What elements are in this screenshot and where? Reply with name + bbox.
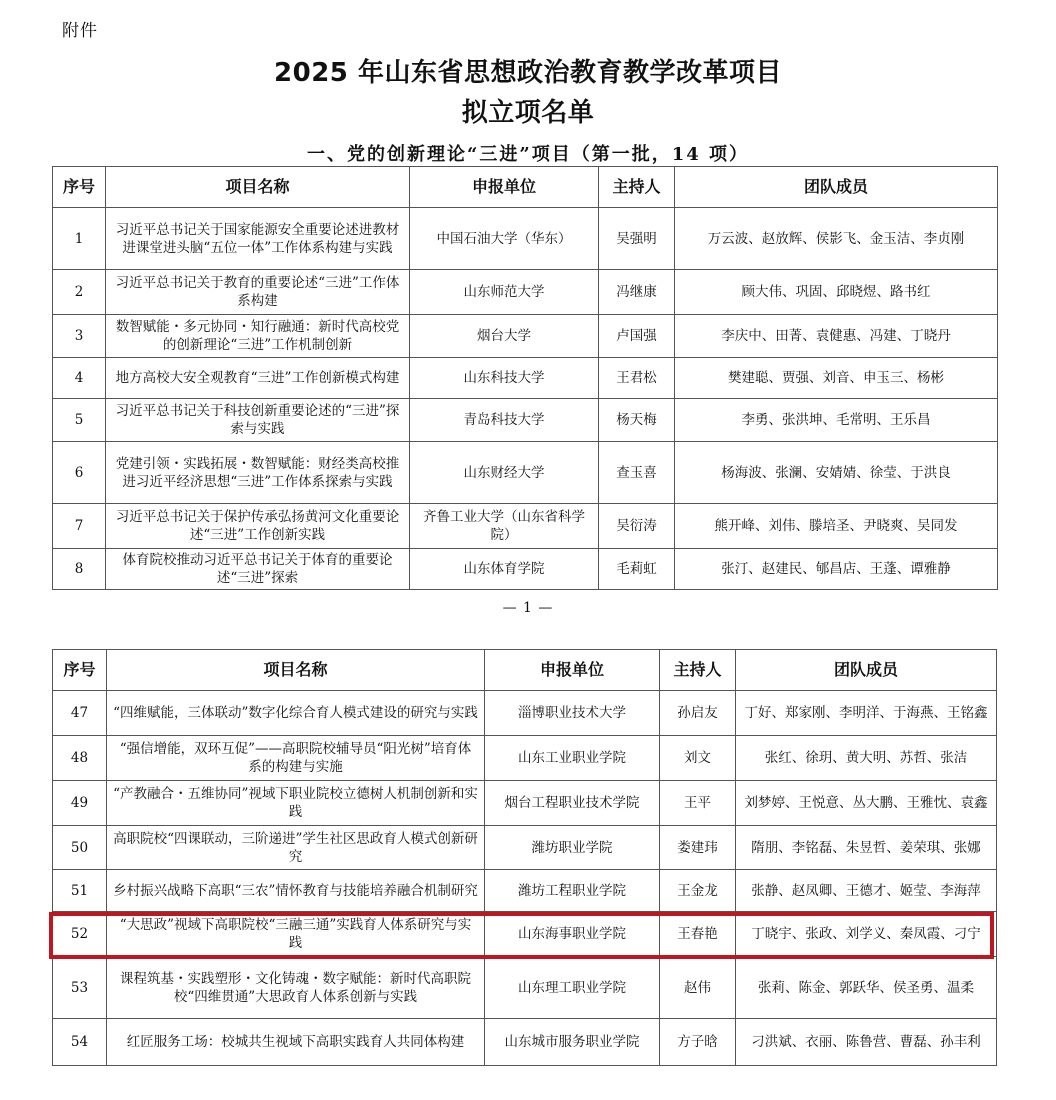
header-index: 序号 [53, 650, 107, 691]
cell-index: 54 [53, 1019, 107, 1066]
cell-team: 张汀、赵建民、郇昌店、王蓬、谭雅静 [675, 549, 998, 590]
table-row [53, 1019, 997, 1066]
cell-unit: 山东城市服务职业学院 [485, 1019, 660, 1066]
cell-host: 卢国强 [599, 315, 675, 358]
cell-project: “四维赋能，三体联动”数字化综合育人模式建设的研究与实践 [107, 691, 485, 736]
project-table-page2 [52, 649, 997, 1066]
cell-host: 查玉喜 [599, 442, 675, 504]
cell-unit: 山东体育学院 [410, 549, 599, 590]
table-row [53, 504, 998, 549]
cell-team: 刁洪斌、衣丽、陈鲁营、曹磊、孙丰利 [736, 1019, 997, 1066]
table-row [53, 826, 997, 870]
cell-team: 丁好、郑家刚、李明洋、于海燕、王铭鑫 [736, 691, 997, 736]
cell-unit: 山东科技大学 [410, 358, 599, 399]
cell-host: 方子晗 [660, 1019, 736, 1066]
cell-project: 地方高校大安全观教育“三进”工作创新模式构建 [106, 358, 410, 399]
cell-index: 1 [53, 208, 106, 270]
page-number: — 1 — [502, 600, 554, 616]
cell-team: 丁晓宇、张政、刘学义、秦凤霞、刁宁 [736, 912, 997, 957]
document-subtitle: 拟立项名单 [461, 98, 595, 128]
header-unit: 申报单位 [485, 650, 660, 691]
cell-host: 王春艳 [660, 912, 736, 957]
header-index: 序号 [53, 167, 106, 208]
table-row [53, 315, 998, 358]
cell-project: 数智赋能・多元协同・知行融通：新时代高校党的创新理论“三进”工作机制创新 [106, 315, 410, 358]
table-row [53, 870, 997, 912]
project-table-page1 [52, 166, 998, 590]
header-host: 主持人 [660, 650, 736, 691]
table-row [53, 208, 998, 270]
cell-project: 习近平总书记关于国家能源安全重要论述进教材进课堂进头脑“五位一体”工作体系构建与实践 [106, 208, 410, 270]
document-title: 2025 年山东省思想政治教育教学改革项目 [274, 58, 782, 88]
cell-project: 体育院校推动习近平总书记关于体育的重要论述“三进”探索 [106, 549, 410, 590]
table-row [53, 736, 997, 781]
cell-host: 吴强明 [599, 208, 675, 270]
cell-host: 王君松 [599, 358, 675, 399]
cell-unit: 潍坊职业学院 [485, 826, 660, 870]
cell-unit: 烟台大学 [410, 315, 599, 358]
table-row [53, 957, 997, 1019]
cell-index: 49 [53, 781, 107, 826]
header-team: 团队成员 [675, 167, 998, 208]
table-row [53, 781, 997, 826]
cell-index: 51 [53, 870, 107, 912]
cell-project: “大思政”视域下高职院校“三融三通”实践育人体系研究与实践 [107, 912, 485, 957]
cell-index: 52 [53, 912, 107, 957]
cell-index: 5 [53, 399, 106, 442]
table-row [53, 358, 998, 399]
cell-index: 48 [53, 736, 107, 781]
cell-team: 李庆中、田菁、袁健惠、冯建、丁晓丹 [675, 315, 998, 358]
cell-unit: 潍坊工程职业学院 [485, 870, 660, 912]
cell-index: 2 [53, 270, 106, 315]
cell-project: 红匠服务工场：校城共生视域下高职实践育人共同体构建 [107, 1019, 485, 1066]
cell-project: 党建引领・实践拓展・数智赋能：财经类高校推进习近平经济思想“三进”工作体系探索与实践 [106, 442, 410, 504]
table-row [53, 912, 997, 957]
cell-index: 50 [53, 826, 107, 870]
table-row [53, 399, 998, 442]
cell-unit: 淄博职业技术大学 [485, 691, 660, 736]
cell-team: 张红、徐玥、黄大明、苏哲、张洁 [736, 736, 997, 781]
attachment-label: 附件 [62, 21, 98, 41]
cell-project: 习近平总书记关于教育的重要论述“三进”工作体系构建 [106, 270, 410, 315]
table-header-row [53, 650, 997, 691]
cell-unit: 山东海事职业学院 [485, 912, 660, 957]
table-row [53, 270, 998, 315]
cell-unit: 青岛科技大学 [410, 399, 599, 442]
cell-unit: 山东理工职业学院 [485, 957, 660, 1019]
cell-team: 樊建聪、贾强、刘音、申玉三、杨彬 [675, 358, 998, 399]
table-row [53, 442, 998, 504]
cell-unit: 山东财经大学 [410, 442, 599, 504]
cell-index: 6 [53, 442, 106, 504]
cell-index: 47 [53, 691, 107, 736]
header-host: 主持人 [599, 167, 675, 208]
cell-project: “产教融合・五维协同”视域下职业院校立德树人机制创新和实践 [107, 781, 485, 826]
cell-project: 课程筑基・实践塑形・文化铸魂・数字赋能：新时代高职院校“四维贯通”大思政育人体系创新与实践 [107, 957, 485, 1019]
cell-team: 杨海波、张澜、安婧婧、徐莹、于洪良 [675, 442, 998, 504]
cell-index: 4 [53, 358, 106, 399]
header-unit: 申报单位 [410, 167, 599, 208]
cell-team: 刘梦婷、王悦意、丛大鹏、王雅忱、袁鑫 [736, 781, 997, 826]
cell-team: 李勇、张洪坤、毛常明、王乐昌 [675, 399, 998, 442]
cell-unit: 烟台工程职业技术学院 [485, 781, 660, 826]
cell-unit: 山东工业职业学院 [485, 736, 660, 781]
cell-host: 王平 [660, 781, 736, 826]
cell-host: 孙启友 [660, 691, 736, 736]
cell-index: 3 [53, 315, 106, 358]
cell-project: 习近平总书记关于科技创新重要论述的“三进”探索与实践 [106, 399, 410, 442]
cell-team: 张莉、陈金、郭跃华、侯圣勇、温柔 [736, 957, 997, 1019]
header-project: 项目名称 [106, 167, 410, 208]
section-title: 一、党的创新理论“三进”项目（第一批，14 项） [306, 144, 750, 165]
cell-team: 熊开峰、刘伟、滕培圣、尹晓爽、吴同发 [675, 504, 998, 549]
cell-unit: 中国石油大学（华东） [410, 208, 599, 270]
cell-index: 53 [53, 957, 107, 1019]
cell-project: 习近平总书记关于保护传承弘扬黄河文化重要论述“三进”工作创新实践 [106, 504, 410, 549]
header-team: 团队成员 [736, 650, 997, 691]
header-project: 项目名称 [107, 650, 485, 691]
cell-project: 高职院校“四课联动，三阶递进”学生社区思政育人模式创新研究 [107, 826, 485, 870]
cell-index: 7 [53, 504, 106, 549]
cell-team: 万云波、赵放辉、侯影飞、金玉洁、李贞刚 [675, 208, 998, 270]
cell-host: 王金龙 [660, 870, 736, 912]
cell-host: 刘文 [660, 736, 736, 781]
cell-project: 乡村振兴战略下高职“三农”情怀教育与技能培养融合机制研究 [107, 870, 485, 912]
cell-project: “强信增能，双环互促”——高职院校辅导员“阳光树”培育体系的构建与实施 [107, 736, 485, 781]
table-row [53, 691, 997, 736]
cell-team: 隋朋、李铭磊、朱昱哲、姜荣琪、张娜 [736, 826, 997, 870]
cell-host: 杨天梅 [599, 399, 675, 442]
cell-team: 张静、赵凤卿、王德才、姬莹、李海萍 [736, 870, 997, 912]
table-row [53, 549, 998, 590]
cell-host: 吴衍涛 [599, 504, 675, 549]
cell-host: 冯继康 [599, 270, 675, 315]
cell-unit: 山东师范大学 [410, 270, 599, 315]
cell-host: 娄建玮 [660, 826, 736, 870]
cell-host: 赵伟 [660, 957, 736, 1019]
cell-host: 毛莉虹 [599, 549, 675, 590]
cell-unit: 齐鲁工业大学（山东省科学院） [410, 504, 599, 549]
table-header-row [53, 167, 998, 208]
cell-index: 8 [53, 549, 106, 590]
cell-team: 顾大伟、巩固、邱晓煜、路书红 [675, 270, 998, 315]
